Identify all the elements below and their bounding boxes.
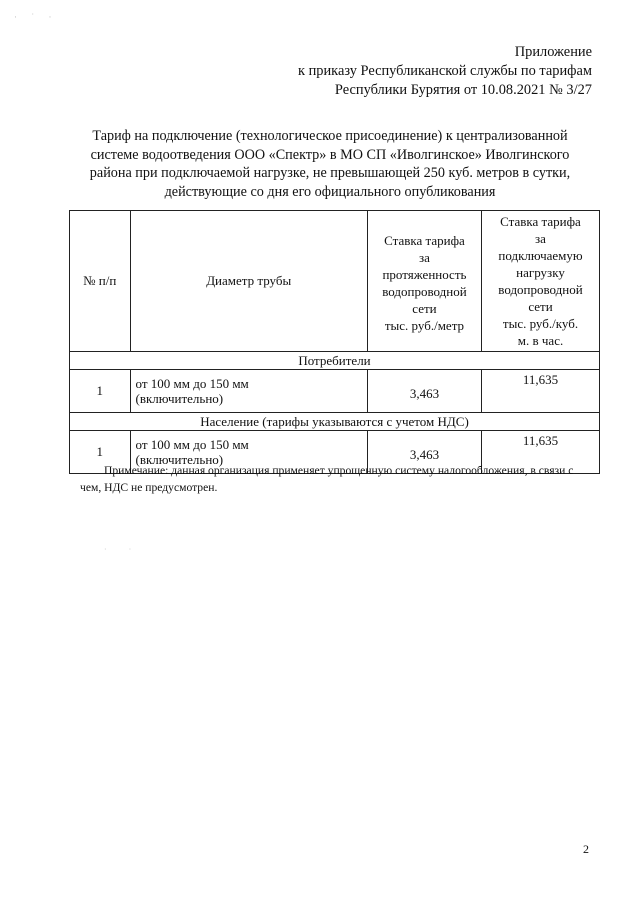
table-header-row <box>70 211 600 352</box>
appendix-line: к приказу Республиканской службы по тарифам <box>297 63 592 79</box>
header-line: водопроводной <box>498 282 583 297</box>
title-line: действующие со дня его официального опубликования <box>164 183 496 200</box>
page-number: 2 <box>583 842 589 856</box>
header-line: нагрузку <box>516 265 565 280</box>
header-rate-load <box>482 211 600 352</box>
tariff-table <box>69 210 600 474</box>
title-line: Тариф на подключение (технологическое присоединение) к централизованной <box>92 128 568 144</box>
header-line: подключаемую <box>498 248 583 263</box>
header-line: водопроводной <box>382 284 467 299</box>
header-num: № п/п <box>70 211 131 352</box>
scan-artifact: · ˙ · <box>14 12 58 22</box>
scan-artifact: · · <box>104 545 142 554</box>
title-line: района при подключаемой нагрузке, не превышающей 250 куб. метров в сутки, <box>89 165 571 182</box>
header-line: тыс. руб./куб. <box>502 316 579 331</box>
footnote: Примечание: данная организация применяет упрощенную систему налогообложения, в связи с чем, НДС не предусмотрен. <box>80 464 574 494</box>
section-row <box>70 352 600 370</box>
header-line: Ставка тарифа <box>500 214 581 229</box>
appendix-line: Республики Бурятия от 10.08.2021 № 3/27 <box>334 82 592 98</box>
diameter-line: (включительно) <box>135 391 224 406</box>
section-title: Потребители <box>70 352 600 370</box>
row-num: 1 <box>70 370 131 413</box>
header-line: Ставка тарифа <box>384 233 465 248</box>
header-diameter: Диаметр трубы <box>130 211 367 352</box>
row-rate-length: 3,463 <box>367 431 481 474</box>
diameter-line: (включительно) <box>135 452 224 467</box>
row-rate-load: 11,635 <box>482 370 600 413</box>
header-line: сети <box>412 301 437 316</box>
header-line: протяженность <box>382 267 467 282</box>
title-line: системе водоотведения ООО «Спектр» в МО СП «Иволгинское» Иволгинского <box>90 146 570 163</box>
row-diameter <box>130 370 367 413</box>
section-title: Население (тарифы указываются с учетом НДС) <box>70 413 600 431</box>
header-rate-length <box>367 211 481 352</box>
header-line: сети <box>528 299 553 314</box>
header-line: за <box>419 250 430 265</box>
row-num: 1 <box>70 431 131 474</box>
row-rate-length: 3,463 <box>367 370 481 413</box>
row-rate-load: 11,635 <box>482 431 600 474</box>
appendix-header <box>172 43 592 100</box>
diameter-line: от 100 мм до 150 мм <box>135 437 249 452</box>
document-title <box>60 127 600 201</box>
header-line: м. в час. <box>517 333 564 348</box>
table-row <box>70 370 600 413</box>
header-line: тыс. руб./метр <box>384 318 465 333</box>
section-row <box>70 413 600 431</box>
header-line: за <box>535 231 546 246</box>
appendix-line: Приложение <box>514 44 592 60</box>
diameter-line: от 100 мм до 150 мм <box>135 376 249 391</box>
